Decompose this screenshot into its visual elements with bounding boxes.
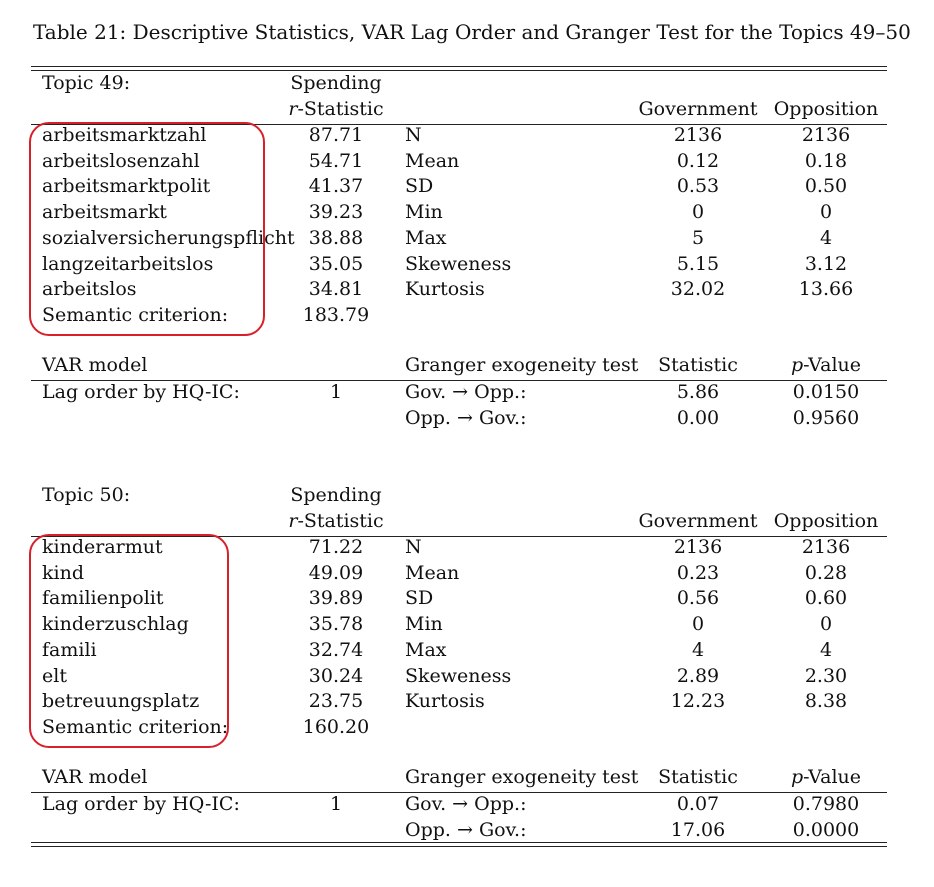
granger-test-label: Opp. → Gov.: bbox=[405, 406, 527, 429]
gov-value: 2136 bbox=[673, 536, 723, 558]
r-statistic-header bbox=[286, 98, 386, 120]
r-statistic-value: 183.79 bbox=[302, 303, 370, 326]
term-label: familienpolit bbox=[42, 587, 164, 610]
top-rule bbox=[31, 66, 887, 67]
stat-name: SD bbox=[405, 175, 434, 198]
term-label: sozialversicherungspflicht bbox=[42, 226, 295, 249]
stat-name: Skeweness bbox=[405, 252, 512, 275]
r-statistic-value: 35.05 bbox=[308, 252, 364, 275]
stat-name: N bbox=[405, 124, 422, 146]
granger-statistic: 17.06 bbox=[670, 818, 726, 841]
r-statistic-value: 49.09 bbox=[308, 561, 364, 584]
opp-value: 0.60 bbox=[804, 587, 848, 610]
government-header: Government bbox=[638, 97, 758, 120]
granger-statistic: 0.00 bbox=[676, 406, 720, 429]
granger-pvalue: 0.9560 bbox=[792, 406, 860, 429]
spending-header: Spending bbox=[290, 484, 382, 506]
var-model-label: VAR model bbox=[42, 354, 148, 376]
p-value-header-text: -Value bbox=[803, 766, 862, 788]
r-statistic-value: 160.20 bbox=[302, 715, 370, 738]
term-label: arbeitsmarktpolit bbox=[42, 175, 211, 198]
term-label: langzeitarbeitslos bbox=[42, 252, 214, 275]
r-statistic-header bbox=[286, 510, 386, 532]
term-label: Semantic criterion: bbox=[42, 303, 229, 326]
granger-test-label: Gov. → Opp.: bbox=[405, 793, 527, 815]
granger-header: Granger exogeneity test bbox=[405, 354, 639, 376]
r-statistic-value: 34.81 bbox=[308, 278, 364, 301]
p-value-header bbox=[776, 354, 876, 376]
gov-value: 5.15 bbox=[676, 252, 720, 275]
opp-value: 13.66 bbox=[798, 278, 854, 301]
r-statistic-header-text: -Statistic bbox=[297, 509, 384, 532]
term-highlight-box bbox=[29, 122, 265, 336]
term-label: elt bbox=[42, 664, 67, 687]
gov-value: 2.89 bbox=[676, 664, 720, 687]
r-statistic-value: 38.88 bbox=[308, 226, 364, 249]
granger-pvalue: 0.7980 bbox=[792, 793, 860, 815]
stat-name: Kurtosis bbox=[405, 690, 485, 713]
topic-label: Topic 50: bbox=[42, 484, 131, 506]
gov-value: 0.23 bbox=[676, 561, 720, 584]
r-statistic-value: 30.24 bbox=[308, 664, 364, 687]
term-label: arbeitsmarktzahl bbox=[42, 124, 207, 146]
term-label: kind bbox=[42, 561, 84, 584]
gov-value: 0.53 bbox=[676, 175, 720, 198]
r-statistic-value: 54.71 bbox=[308, 149, 364, 172]
opp-value: 2136 bbox=[801, 124, 851, 146]
stat-name: Min bbox=[405, 613, 443, 636]
term-label: arbeitslosenzahl bbox=[42, 149, 200, 172]
granger-statistic: 0.07 bbox=[676, 793, 720, 815]
stat-name: SD bbox=[405, 587, 434, 610]
r-statistic-value: 39.23 bbox=[308, 201, 364, 224]
stat-name: Max bbox=[405, 638, 447, 661]
gov-value: 32.02 bbox=[670, 278, 726, 301]
lag-order-label: Lag order by HQ-IC: bbox=[42, 381, 240, 403]
spending-header: Spending bbox=[290, 72, 382, 94]
stat-name: Skeweness bbox=[405, 664, 512, 687]
gov-value: 5 bbox=[691, 226, 705, 249]
stat-name: Min bbox=[405, 201, 443, 224]
opposition-header: Opposition bbox=[773, 97, 879, 120]
r-statistic-value: 32.74 bbox=[308, 638, 364, 661]
bottom-rule-inner bbox=[31, 846, 887, 847]
term-label: arbeitslos bbox=[42, 278, 137, 301]
term-highlight-box bbox=[29, 534, 229, 748]
term-label: kinderzuschlag bbox=[42, 613, 189, 636]
term-label: arbeitsmarkt bbox=[42, 201, 167, 224]
granger-test-label: Gov. → Opp.: bbox=[405, 381, 527, 403]
lag-order-value: 1 bbox=[329, 381, 343, 403]
gov-value: 0.12 bbox=[676, 149, 720, 172]
gov-value: 12.23 bbox=[670, 690, 726, 713]
opposition-header: Opposition bbox=[773, 509, 879, 532]
stat-name: Kurtosis bbox=[405, 278, 485, 301]
statistic-header: Statistic bbox=[658, 766, 738, 788]
r-statistic-value: 39.89 bbox=[308, 587, 364, 610]
gov-value: 0.56 bbox=[676, 587, 720, 610]
opp-value: 0.28 bbox=[804, 561, 848, 584]
stat-name: Max bbox=[405, 226, 447, 249]
r-statistic-header-italic: r bbox=[288, 509, 298, 532]
table-caption: Table 21: Descriptive Statistics, VAR Lag Order and Granger Test for the Topics 49–50 bbox=[33, 20, 911, 44]
stat-name: N bbox=[405, 536, 422, 558]
r-statistic-value: 87.71 bbox=[308, 124, 364, 146]
stat-name: Mean bbox=[405, 149, 460, 172]
gov-value: 0 bbox=[691, 201, 705, 224]
granger-statistic: 5.86 bbox=[676, 381, 720, 403]
top-rule-inner bbox=[31, 70, 887, 71]
granger-pvalue: 0.0150 bbox=[792, 381, 860, 403]
opp-value: 3.12 bbox=[804, 252, 848, 275]
opp-value: 0.50 bbox=[804, 175, 848, 198]
r-statistic-value: 41.37 bbox=[308, 175, 364, 198]
gov-value: 4 bbox=[691, 638, 705, 661]
granger-header: Granger exogeneity test bbox=[405, 766, 639, 788]
topic-label: Topic 49: bbox=[42, 72, 131, 94]
r-statistic-header-text: -Statistic bbox=[297, 97, 384, 120]
government-header: Government bbox=[638, 509, 758, 532]
term-label: Semantic criterion: bbox=[42, 715, 229, 738]
statistic-header: Statistic bbox=[658, 354, 738, 376]
r-statistic-value: 23.75 bbox=[308, 690, 364, 713]
gov-value: 2136 bbox=[673, 124, 723, 146]
opp-value: 0.18 bbox=[804, 149, 848, 172]
term-label: kinderarmut bbox=[42, 536, 163, 558]
granger-test-label: Opp. → Gov.: bbox=[405, 818, 527, 841]
p-value-header bbox=[776, 766, 876, 788]
opp-value: 4 bbox=[819, 638, 833, 661]
r-statistic-header-italic: r bbox=[288, 97, 298, 120]
opp-value: 2136 bbox=[801, 536, 851, 558]
lag-order-value: 1 bbox=[329, 793, 343, 815]
gov-value: 0 bbox=[691, 613, 705, 636]
opp-value: 4 bbox=[819, 226, 833, 249]
opp-value: 0 bbox=[819, 613, 833, 636]
opp-value: 8.38 bbox=[804, 690, 848, 713]
p-value-header-text: -Value bbox=[803, 354, 862, 376]
stat-name: Mean bbox=[405, 561, 460, 584]
p-value-header-italic: p bbox=[790, 354, 804, 376]
opp-value: 2.30 bbox=[804, 664, 848, 687]
r-statistic-value: 71.22 bbox=[308, 536, 364, 558]
granger-pvalue: 0.0000 bbox=[792, 818, 860, 841]
lag-order-label: Lag order by HQ-IC: bbox=[42, 793, 240, 815]
bottom-rule bbox=[31, 842, 887, 843]
opp-value: 0 bbox=[819, 201, 833, 224]
var-model-label: VAR model bbox=[42, 766, 148, 788]
term-label: betreuungsplatz bbox=[42, 690, 200, 713]
term-label: famili bbox=[42, 638, 97, 661]
p-value-header-italic: p bbox=[790, 766, 804, 788]
r-statistic-value: 35.78 bbox=[308, 613, 364, 636]
